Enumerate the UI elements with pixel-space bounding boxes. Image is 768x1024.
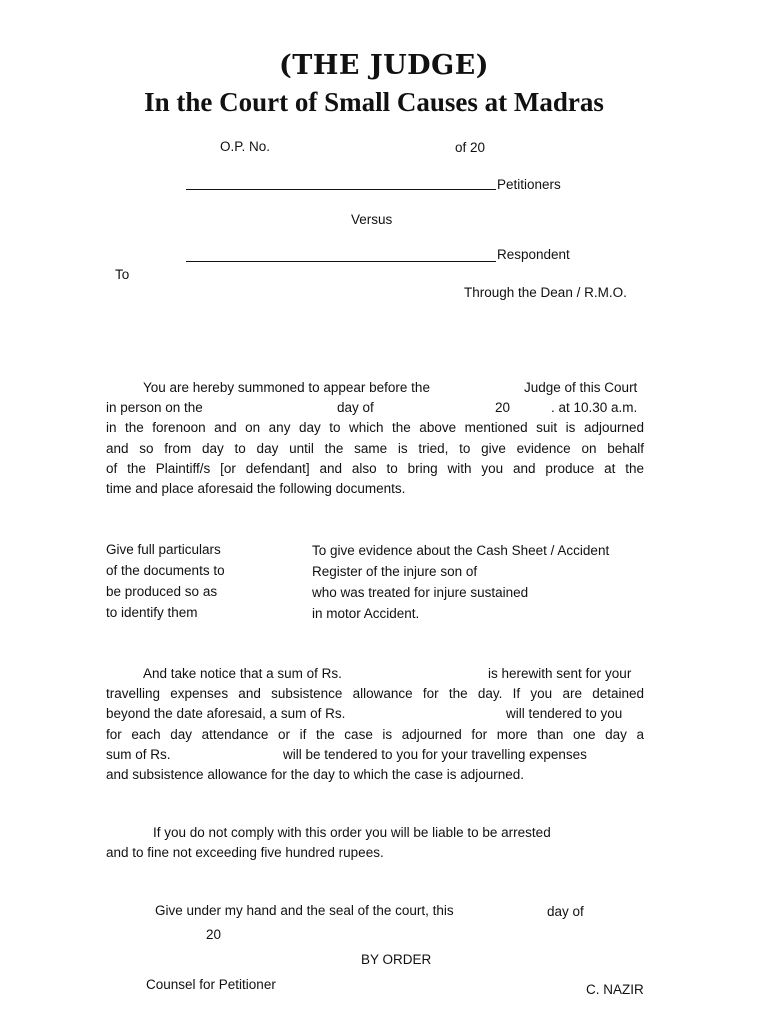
respondent-name-line (186, 261, 496, 262)
documents-instruction-line: Give full particulars (106, 542, 221, 557)
versus-label: Versus (351, 212, 393, 227)
summons-line-1b: Judge of this Court (524, 380, 638, 395)
documents-instruction-line: of the documents to (106, 563, 225, 578)
documents-instructions (106, 539, 225, 623)
summons-line-2a: in person on the (106, 400, 203, 416)
summons-line-6: time and place aforesaid the following documents. (106, 480, 406, 496)
documents-instruction-line: be produced so as (106, 584, 218, 599)
summons-line-2c: 20 (495, 400, 511, 416)
expenses-notice-paragraph (106, 664, 644, 785)
counsel-signature-label: Counsel for Petitioner (146, 977, 276, 992)
notice-line-1a: And take notice that a sum of Rs. (143, 666, 342, 681)
notice-line-6: and subsistence allowance for the day to which the case is adjourned. (106, 766, 525, 782)
warning-line-1: If you do not comply with this order you will be liable to be arrested (153, 825, 551, 840)
summons-paragraph (106, 378, 644, 499)
documents-description (312, 540, 609, 624)
summons-line-5: of the Plaintiff/s [or defendant] and also to bring with you and produce at the (106, 460, 644, 476)
warning-paragraph (106, 823, 644, 863)
summons-line-3: in the forenoon and on any day to which the above mentioned suit is adjourned (106, 420, 644, 436)
documents-description-line: who was treated for injure sustained (312, 585, 529, 600)
petitioner-name-line (186, 189, 496, 190)
case-year-label: of 20 (455, 140, 486, 155)
respondent-label: Respondent (497, 247, 570, 262)
summons-line-2b: day of (337, 400, 374, 416)
addressee-to-label: To (115, 267, 130, 282)
closing-year: 20 (206, 927, 222, 942)
notice-line-1b: is herewith sent for your (488, 666, 632, 681)
documents-instruction-line: to identify them (106, 605, 198, 620)
nazir-signature-label: C. NAZIR (586, 982, 644, 997)
by-order-label: BY ORDER (361, 952, 432, 967)
summons-line-1a: You are hereby summoned to appear before the (143, 380, 430, 395)
notice-line-2: travelling expenses and subsistence allowance for the day. If you are detained (106, 686, 644, 702)
notice-line-4: for each day attendance or if the case is adjourned for more than one day a (106, 726, 644, 742)
petitioners-label: Petitioners (497, 177, 561, 192)
notice-line-3a: beyond the date aforesaid, a sum of Rs. (106, 706, 346, 722)
op-number-label: O.P. No. (220, 139, 271, 154)
documents-description-line: in motor Accident. (312, 606, 420, 621)
notice-line-5b: will be tendered to you for your travelling expenses (283, 746, 587, 762)
documents-description-line: To give evidence about the Cash Sheet / Accident (312, 543, 610, 558)
notice-line-3b: will tendered to you (506, 706, 623, 722)
through-dean-label: Through the Dean / R.M.O. (464, 285, 627, 300)
closing-day-of: day of (547, 904, 584, 919)
warning-line-2: and to fine not exceeding five hundred rupees. (106, 845, 384, 861)
documents-description-line: Register of the injure son of (312, 564, 478, 579)
document-title: (THE JUDGE) (278, 50, 489, 81)
summons-line-2d: . at 10.30 a.m. (551, 400, 638, 416)
notice-line-5a: sum of Rs. (106, 746, 171, 762)
summons-line-4: and so from day to day until the same is tried, to give evidence on behalf (106, 440, 644, 456)
court-name: In the Court of Small Causes at Madras (144, 87, 604, 117)
given-under-hand-text: Give under my hand and the seal of the court, this (155, 903, 454, 918)
